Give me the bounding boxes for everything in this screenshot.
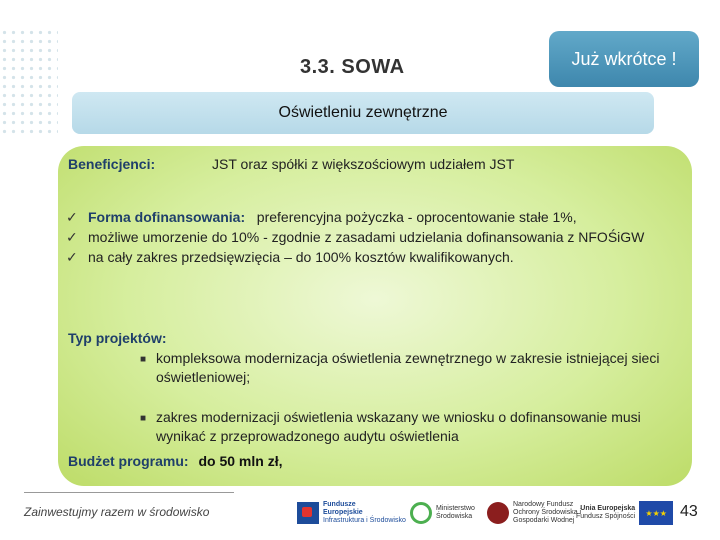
check-item — [66, 207, 680, 227]
list-item — [140, 349, 680, 387]
check-item — [66, 247, 680, 267]
eu-flag-icon: ★★★ — [639, 501, 673, 525]
bullet-square-icon: ■ — [140, 354, 147, 365]
check-item — [66, 227, 680, 247]
page-number: 43 — [680, 503, 698, 520]
footer-slogan: Zainwestujmy razem w środowisko — [24, 505, 210, 519]
financing-form-value: preferencyjna pożyczka - oprocentowanie stałe 1%, — [256, 209, 577, 225]
project-type-text: kompleksowa modernizacja oświetlenia zewnętrznego w zakresie istniejącej sieci oświetleniowej; — [156, 350, 660, 385]
fe-logo-mark — [297, 502, 319, 524]
logo3-text: Narodowy Fundusz Ochrony Środowiska i Gospodarki Wodnej — [513, 501, 582, 524]
project-type-text: zakres modernizacji oświetlenia wskazany we wniosku o dofinansowanie musi wynikać z przeprowadzonego audytu oświetlenia — [156, 409, 641, 444]
fundusze-europejskie-logo — [297, 497, 406, 529]
logo4-line2: Fundusz Spójności — [576, 513, 636, 520]
logo1-line3: Infrastruktura i Środowisko — [323, 517, 406, 524]
logo2-text: Ministerstwo Środowiska — [436, 505, 475, 520]
financing-check-list — [66, 207, 680, 267]
project-types-label: Typ projektów: — [68, 330, 167, 346]
decorative-dot-pattern — [0, 28, 58, 138]
nfosigw-logo-mark — [487, 502, 509, 524]
budget-line — [68, 453, 282, 469]
eu-logo — [576, 497, 673, 529]
budget-label: Budżet programu: — [68, 453, 189, 469]
logo1-line2: Europejskie — [323, 509, 363, 516]
ministry-logo-mark — [410, 502, 432, 524]
beneficiaries-value: JST oraz spółki z większościowym udziałem JST — [212, 156, 515, 172]
check-mark-icon: ✓ — [66, 249, 78, 265]
page-title: 3.3. SOWA — [300, 56, 405, 78]
financing-form-label: Forma dofinansowania: — [88, 209, 246, 225]
check-mark-icon: ✓ — [66, 209, 78, 225]
nfosigw-logo — [487, 497, 583, 529]
ministry-logo — [410, 497, 486, 529]
check-mark-icon: ✓ — [66, 229, 78, 245]
bullet-square-icon: ■ — [140, 413, 147, 424]
project-types-list — [140, 349, 680, 446]
coming-soon-badge: Już wkrótce ! — [549, 31, 699, 87]
budget-value: do 50 mln zł, — [198, 453, 283, 469]
redemption-text: możliwe umorzenie do 10% - zgodnie z zasadami udzielania dofinansowania z NFOŚiGW — [88, 229, 645, 245]
logo4-line1: Unia Europejska — [580, 505, 636, 512]
subtitle-text: Oświetleniu zewnętrzne — [278, 104, 448, 121]
scope-text: na cały zakres przedsięwzięcia – do 100% kosztów kwalifikowanych. — [88, 249, 514, 265]
footer-divider — [24, 492, 234, 493]
list-item — [140, 408, 680, 446]
beneficiaries-label: Beneficjenci: — [68, 156, 156, 172]
logo1-line1: Fundusze — [323, 501, 356, 508]
subtitle-bar — [72, 92, 654, 134]
